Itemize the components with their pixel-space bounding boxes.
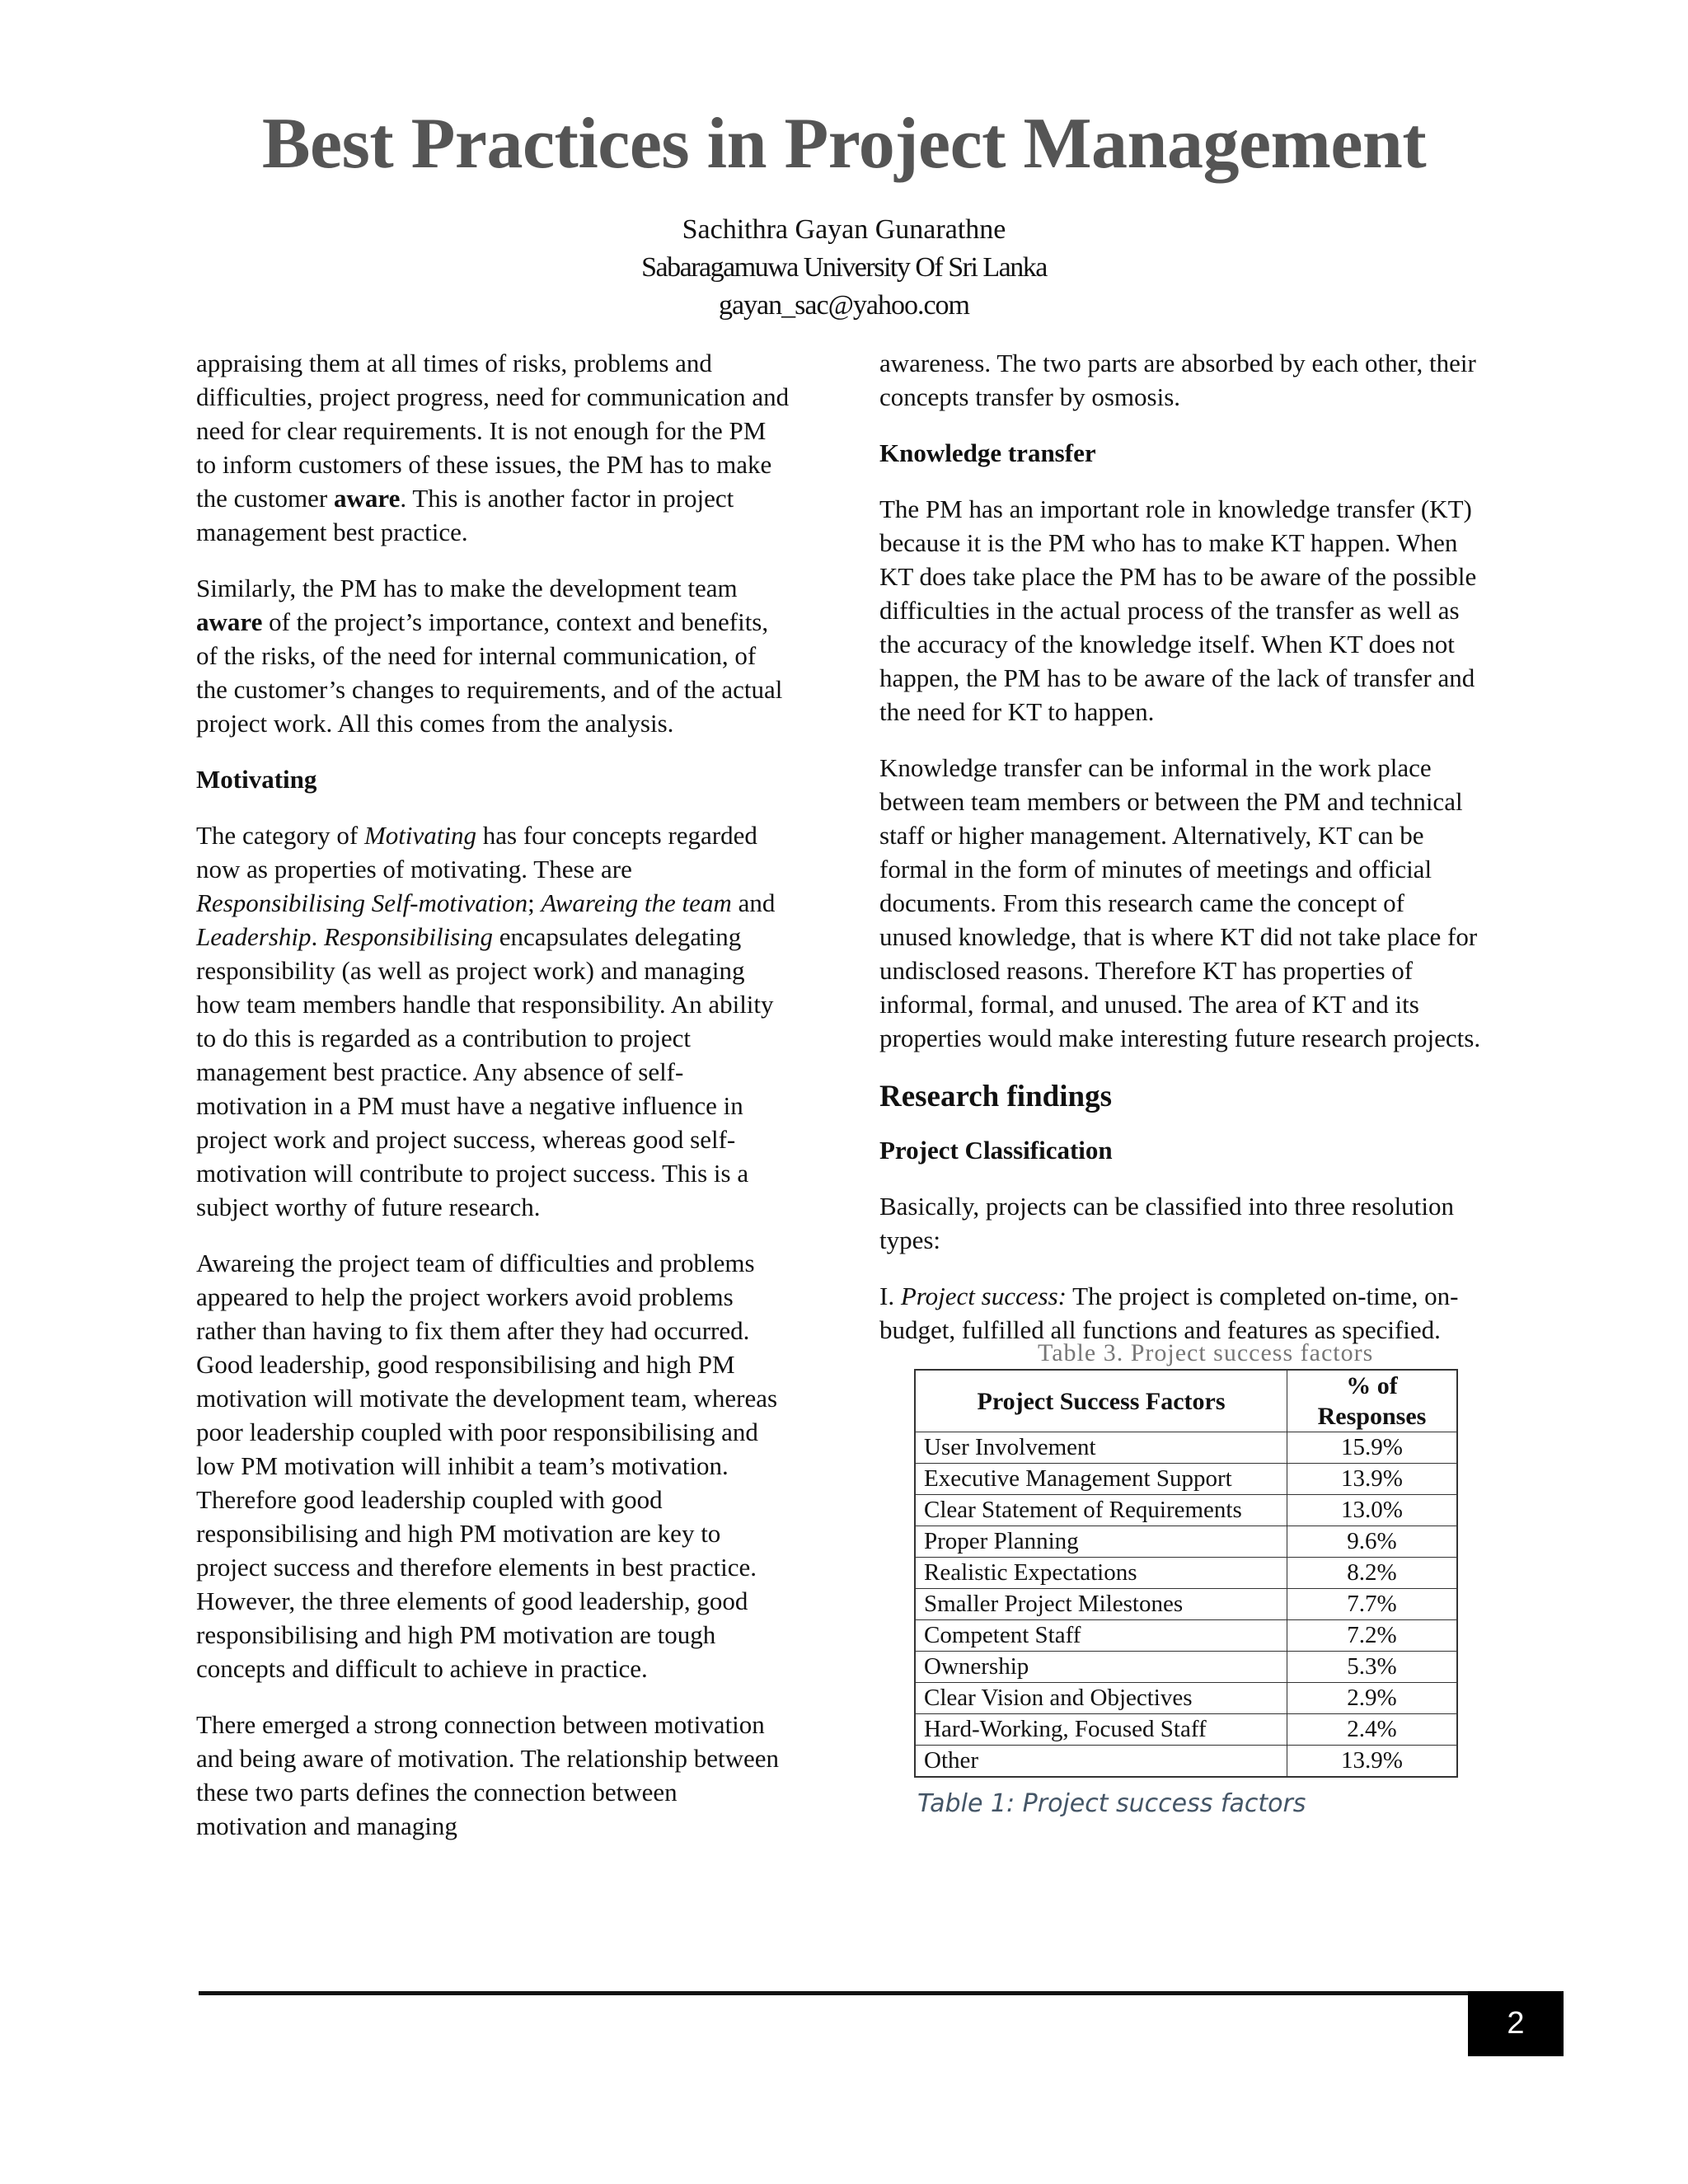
paper-header xyxy=(0,99,1688,325)
table-row xyxy=(915,1464,1457,1495)
paragraph: There emerged a strong connection between motivation and being aware of motivation. The relationship between these two parts defines the connection between motivation and managing xyxy=(196,1710,780,1840)
factor-cell: Ownership xyxy=(915,1652,1287,1683)
percent-cell: 7.2% xyxy=(1287,1620,1458,1652)
table-header-row xyxy=(915,1370,1457,1432)
table-row xyxy=(915,1558,1457,1589)
factor-cell: Executive Management Support xyxy=(915,1464,1287,1495)
paragraph: Basically, projects can be classified into three resolution types: xyxy=(879,1192,1454,1254)
paragraph: The category of Motivating has four concepts regarded now as properties of motivating. These are Responsibilising Self-motivation; Awareing the team and Leadership. Responsibilising encapsulates delegating responsibility (as well as project work) and managing how team members handle that responsibility. An ability to do this is regarded as a contribution to project management best practice. Any absence of self-motivation in a PM must have a negative influence in project work and project success, whereas good self-motivation will contribute to project success. This is a subject worthy of future research. xyxy=(196,821,776,1221)
percent-cell: 2.4% xyxy=(1287,1714,1458,1746)
table-row xyxy=(915,1620,1457,1652)
factor-cell: Other xyxy=(915,1746,1287,1778)
percent-cell: 13.9% xyxy=(1287,1746,1458,1778)
factor-cell: Proper Planning xyxy=(915,1526,1287,1558)
factor-cell: User Involvement xyxy=(915,1432,1287,1464)
page-number: 2 xyxy=(1468,1991,1564,2056)
table-row xyxy=(915,1432,1457,1464)
factor-cell: Clear Statement of Requirements xyxy=(915,1495,1287,1526)
paragraph: Knowledge transfer can be informal in the work place between team members or between the PM and technical staff or higher management. Alternatively, KT can be formal in the form of minutes of meetings and official documents. From this research came the concept of unused knowledge, that is where KT did not take place for undisclosed reasons. Therefore KT has properties of informal, formal, and unused. The area of KT and its properties would make interesting future research projects. xyxy=(879,753,1481,1052)
percent-cell: 13.9% xyxy=(1287,1464,1458,1495)
author-email: gayan_sac@yahoo.com xyxy=(718,290,970,321)
table-row xyxy=(915,1526,1457,1558)
factor-cell: Competent Staff xyxy=(915,1620,1287,1652)
percent-cell: 5.3% xyxy=(1287,1652,1458,1683)
right-column xyxy=(879,346,1481,1821)
left-column xyxy=(196,346,790,1865)
column-header: % of Responses xyxy=(1287,1370,1458,1432)
paragraph: Awareing the project team of difficulties and problems appeared to help the project workers avoid problems rather than having to fix them after they had occurred. Good leadership, good responsibilising and high PM motivation will motivate the development team, whereas poor leadership coupled with poor responsibilising and low PM motivation will inhibit a team’s motivation. Therefore good leadership coupled with good responsibilising and high PM motivation are key to project success and therefore elements in best practice. However, the three elements of good leadership, good responsibilising and high PM motivation are tough concepts and difficult to achieve in practice. xyxy=(196,1249,778,1683)
paragraph: appraising them at all times of risks, problems and difficulties, project progress, need for communication and need for clear requirements. It is not enough for the PM to inform customers of these issues, the PM has to make the customer aware. This is another factor in project management best practice. xyxy=(196,349,790,546)
percent-cell: 15.9% xyxy=(1287,1432,1458,1464)
paragraph: I. Project success: The project is completed on-time, on-budget, fulfilled all functions and features as specified. xyxy=(879,1282,1459,1344)
paper-title: Best Practices in Project Management xyxy=(261,104,1427,184)
paragraph: Similarly, the PM has to make the development team aware of the project’s importance, context and benefits, of the risks, of the need for internal communication, of the customer’s changes to requirements, and of the actual project work. All this comes from the analysis. xyxy=(196,574,783,738)
paragraph: awareness. The two parts are absorbed by each other, their concepts transfer by osmosis. xyxy=(879,349,1476,411)
table-row xyxy=(915,1683,1457,1714)
section-heading-motivating: Motivating xyxy=(196,765,317,794)
percent-cell: 7.7% xyxy=(1287,1589,1458,1620)
table-row xyxy=(915,1589,1457,1620)
factor-cell: Realistic Expectations xyxy=(915,1558,1287,1589)
factor-cell: Clear Vision and Objectives xyxy=(915,1683,1287,1714)
paragraph: The PM has an important role in knowledge transfer (KT) because it is the PM who has to make KT happen. When KT does take place the PM has to be aware of the possible difficulties in the actual process of the transfer as well as the accuracy of the knowledge itself. When KT does not happen, the PM has to be aware of the lack of transfer and the need for KT to happen. xyxy=(879,494,1477,726)
subsection-heading-project-classification: Project Classification xyxy=(879,1136,1113,1165)
author-name: Sachithra Gayan Gunarathne xyxy=(682,214,1006,245)
table-row xyxy=(915,1652,1457,1683)
table-caption: Table 1: Project success factors xyxy=(917,1789,1306,1818)
clipped-table-heading: Table 3. Project success factors xyxy=(1038,1339,1374,1366)
percent-cell: 13.0% xyxy=(1287,1495,1458,1526)
success-factors-table-block xyxy=(914,1339,1458,1821)
section-heading-research-findings: Research findings xyxy=(879,1080,1112,1113)
section-heading-knowledge-transfer: Knowledge transfer xyxy=(879,438,1096,467)
percent-cell: 8.2% xyxy=(1287,1558,1458,1589)
author-affiliation: Sabaragamuwa University Of Sri Lanka xyxy=(641,252,1047,283)
success-factors-table xyxy=(914,1369,1458,1778)
percent-cell: 2.9% xyxy=(1287,1683,1458,1714)
factor-cell: Smaller Project Milestones xyxy=(915,1589,1287,1620)
table-row xyxy=(915,1495,1457,1526)
percent-cell: 9.6% xyxy=(1287,1526,1458,1558)
table-row xyxy=(915,1746,1457,1778)
factor-cell: Hard-Working, Focused Staff xyxy=(915,1714,1287,1746)
table-row xyxy=(915,1714,1457,1746)
column-header: Project Success Factors xyxy=(915,1370,1287,1432)
footer-rule xyxy=(199,1991,1468,1995)
